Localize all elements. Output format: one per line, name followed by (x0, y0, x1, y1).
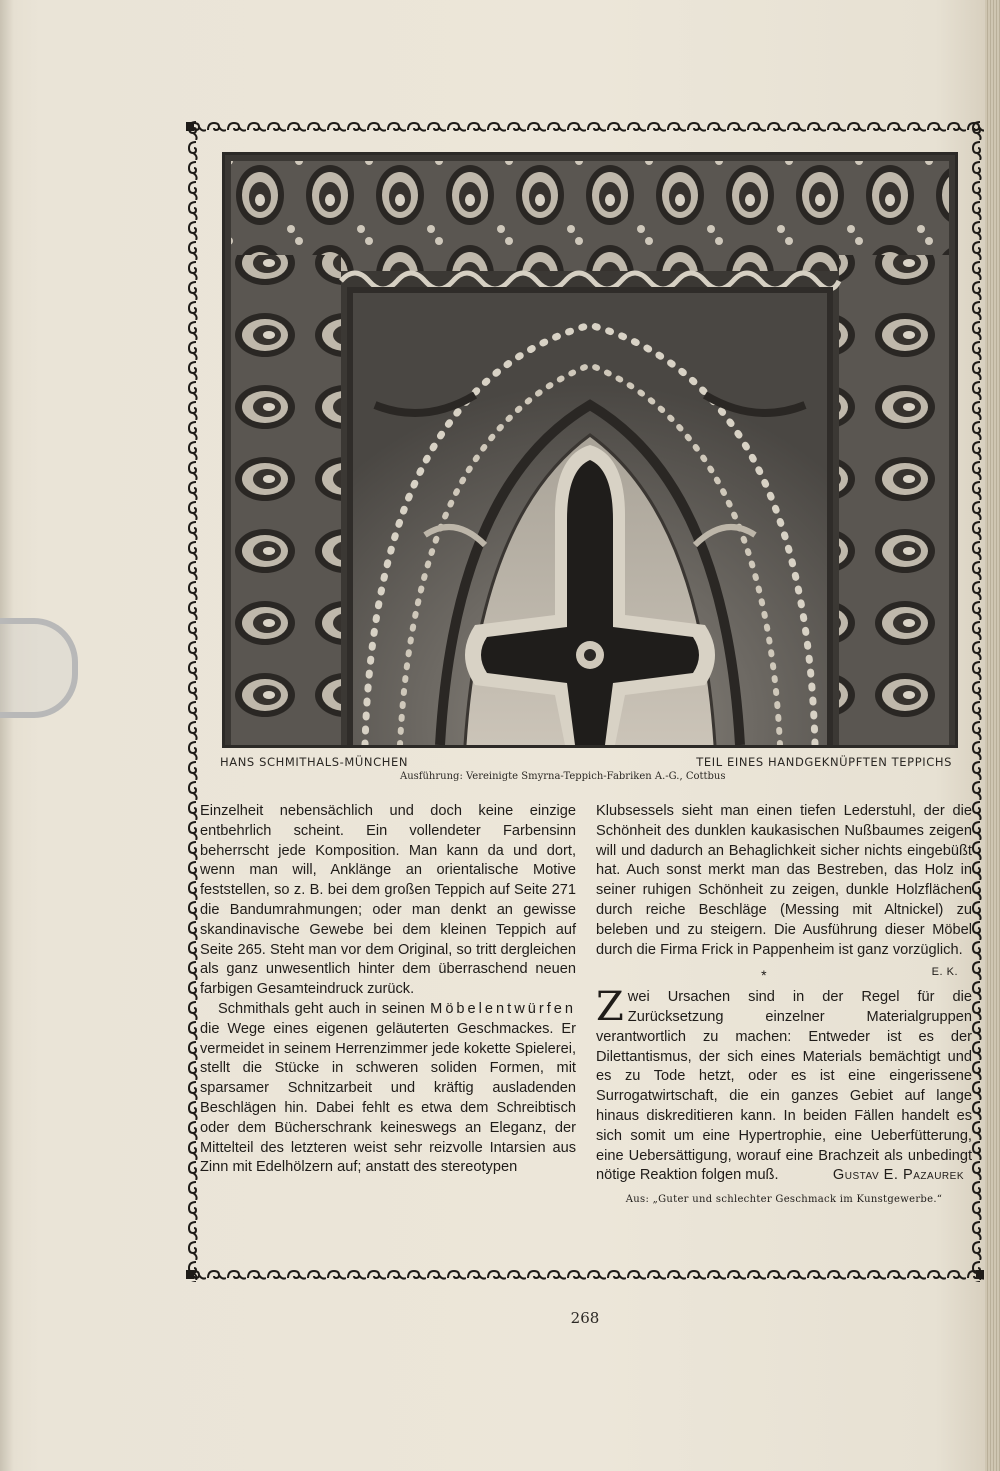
paragraph-rest: die Wege eines eigenen geläuterten Geschmackes. Er vermeidet in seinem Herrenzimmer jede kokette Spielerei, stellt die Stücke in schweren soliden Formen, mit sparsamer Schnitzarbeit und kräftig ausladenden Beschlägen hin. Dabei fehlt es etwa dem Schreibtisch oder dem Bücherschrank keineswegs an Eleganz, der Mittelteil des letzteren weist sehr reizvolle Intarsien aus Zinn mit Edelhölzern auf; anstatt des stereotypen (200, 1020, 576, 1176)
paragraph (200, 1000, 576, 1178)
paragraph: Einzelheit nebensächlich und doch keine einzige entbehrlich scheint. Ein vollendeter Farbensinn beherrscht jede Komposition. Man kann da und dort, wenn man will, Anklänge an orientalische Motive feststellen, so z. B. bei dem großen Teppich auf Seite 271 die Bandumrahmungen; oder man denkt an gewisse skandinavische Gewebe bei dem kleinen Teppich auf Seite 265. Steht man vor dem Original, so tritt dergleichen als ganz unwesentlich hinter dem überraschend neuen farbigen Gesamteindruck zurück. (200, 803, 576, 998)
page-stack-edge (985, 0, 1000, 1471)
paper-clip (0, 618, 78, 718)
border-right (970, 120, 984, 1282)
border-top (186, 120, 984, 134)
paragraph-text: Klubsessels sieht man einen tiefen Lederstuhl, der die Schönheit des dunklen kaukasischen Nußbaumes zeigen will und dadurch an Behaglichkeit sicher nichts eingebüßt hat. Auch sonst merkt man das Bestreben, das Holz in seiner ruhigen Schönheit zu zeigen, dunkle Holzflächen durch reiche Beschläge (Messing mit Altnickel) zu beleben und zu steigern. Die Ausführung dieser Möbel durch die Firma Frick in Pappenheim ist ganz vorzüglich. (596, 803, 972, 958)
paragraph-start: Schmithals geht auch in seinen (218, 1000, 431, 1017)
paragraph (596, 802, 972, 979)
caption-title: TEIL EINES HANDGEKNÜPFTEN TEPPICHS (696, 755, 952, 769)
text-column-left (200, 802, 576, 1178)
author-initials: E. K. (931, 966, 958, 979)
border-left (186, 120, 200, 1282)
caption-execution: Ausführung: Vereinigte Smyrna-Teppich-Fabriken A.-G., Cottbus (400, 771, 726, 782)
text-column-right (596, 802, 972, 1210)
paragraph-text: wei Ursachen sind in der Regel für die Zurücksetzung einzelner Materialgruppen verantwortlich zu machen: Entweder ist es der Dilettantismus, der sich eines Materials bemächtigt und es zu Tode hetzt, oder es ist eine eingerissene Surrogatwirtschaft, die ein ganzes Gebiet auf lange hinaus diskreditieren kann. In beiden Fällen handelt es sich somit um eine Hypertrophie, eine Ueberfütterung, eine Uebersättigung, worauf eine Brachzeit als unbedingt nötige Reaktion folgen muß. (596, 989, 972, 1184)
author-signature: Gustav E. Pazaurek (832, 1167, 964, 1184)
quote-source: Aus: „Guter und schlechter Geschmack im Kunstgewerbe.“ (625, 1194, 943, 1206)
border-bottom (186, 1268, 984, 1282)
paragraph (596, 984, 972, 1186)
caption-artist: HANS SCHMITHALS-MÜNCHEN (220, 755, 409, 769)
carpet-photograph (222, 152, 958, 748)
emphasized-term: Möbelentwürfen (430, 1000, 576, 1017)
page-number: 268 (570, 1309, 600, 1327)
section-separator: * (761, 967, 767, 984)
drop-cap: Z (596, 984, 624, 1031)
